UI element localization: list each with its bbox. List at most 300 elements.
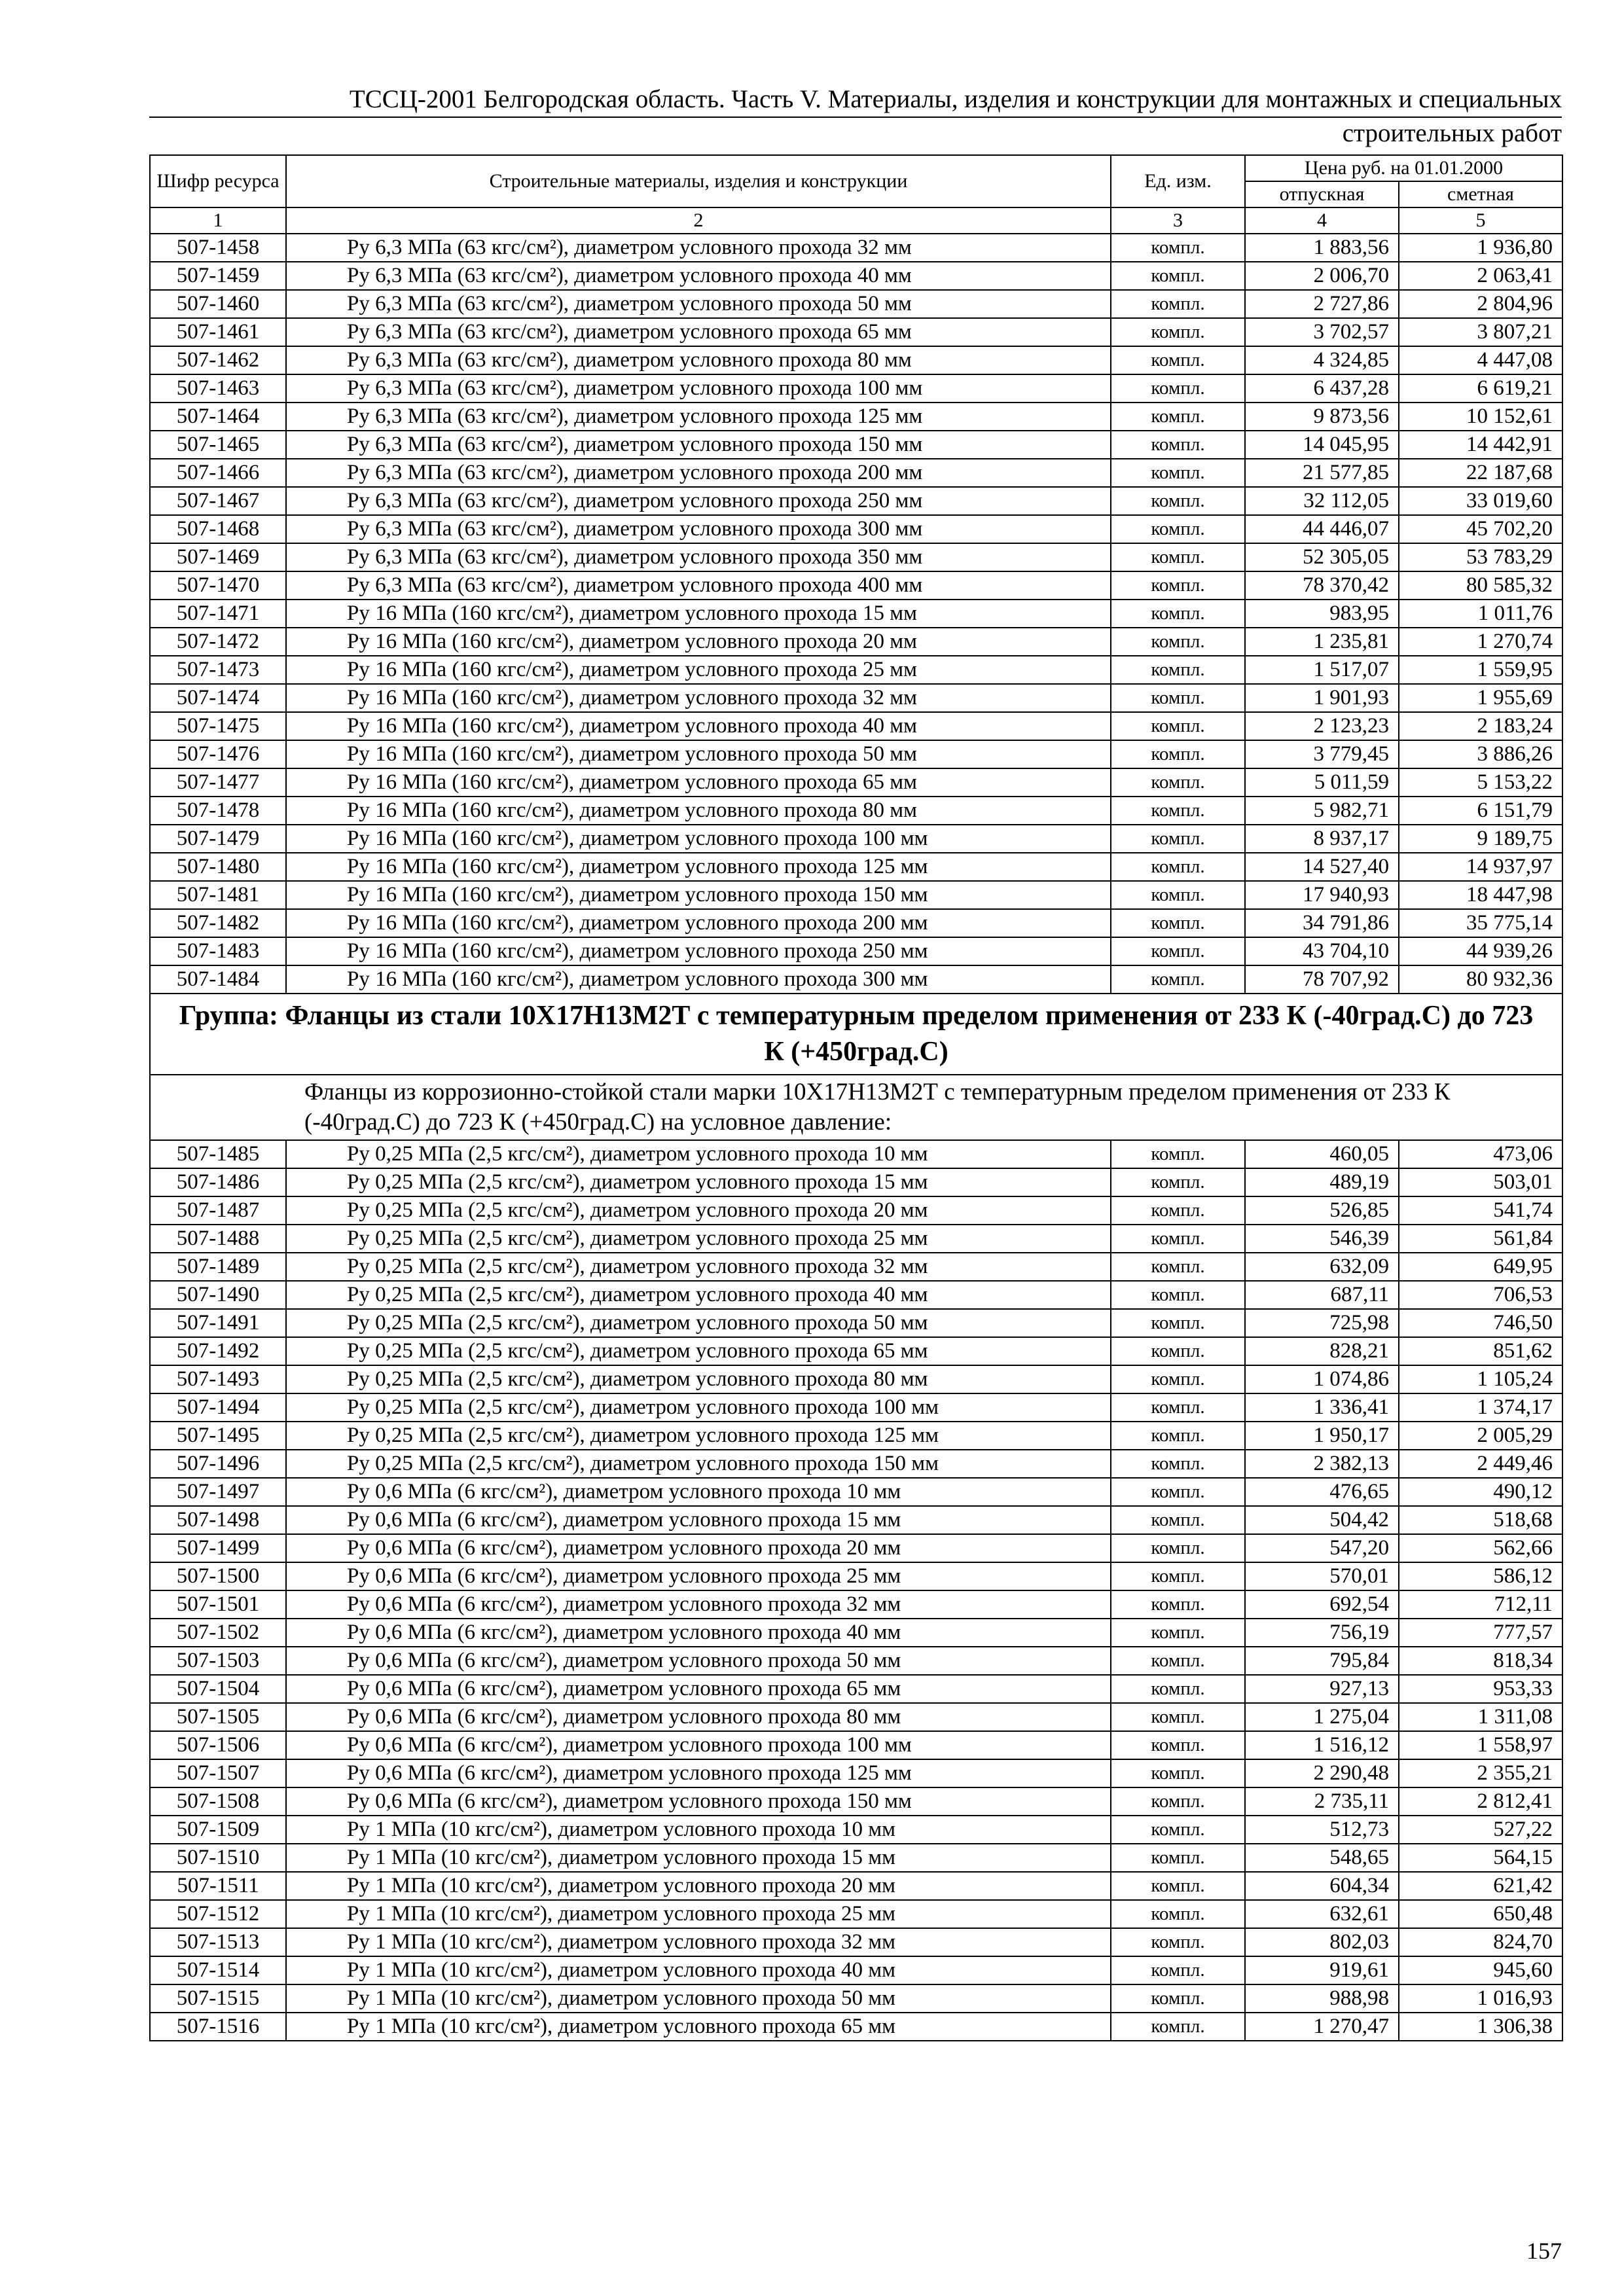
cell-estimate-price: 2 005,29: [1399, 1422, 1562, 1450]
cell-code: 507-1486: [150, 1168, 286, 1196]
cell-estimate-price: 621,42: [1399, 1872, 1562, 1900]
cell-unit: компл.: [1111, 1422, 1245, 1450]
table-row: [150, 1196, 1562, 1225]
cell-unit: компл.: [1111, 768, 1245, 797]
cell-release-price: 3 779,45: [1245, 740, 1399, 768]
cell-release-price: 1 883,56: [1245, 234, 1399, 262]
cell-name: Ру 1 МПа (10 кгс/см²), диаметром условного прохода 32 мм: [286, 1928, 1111, 1956]
cell-name: Ру 0,25 МПа (2,5 кгс/см²), диаметром условного прохода 65 мм: [286, 1337, 1111, 1365]
cell-name: Ру 0,6 МПа (6 кгс/см²), диаметром условного прохода 15 мм: [286, 1506, 1111, 1534]
col-header-price-group: Цена руб. на 01.01.2000: [1245, 155, 1562, 181]
cell-unit: компл.: [1111, 1984, 1245, 2013]
col-header-name: Строительные материалы, изделия и конструкции: [286, 155, 1111, 207]
table-row: [150, 1759, 1562, 1787]
cell-name: Ру 0,25 МПа (2,5 кгс/см²), диаметром условного прохода 50 мм: [286, 1309, 1111, 1337]
cell-code: 507-1504: [150, 1675, 286, 1703]
cell-estimate-price: 1 936,80: [1399, 234, 1562, 262]
table-row: [150, 1816, 1562, 1844]
cell-release-price: 547,20: [1245, 1534, 1399, 1562]
cell-release-price: 1 235,81: [1245, 628, 1399, 656]
cell-unit: компл.: [1111, 1168, 1245, 1196]
cell-estimate-price: 527,22: [1399, 1816, 1562, 1844]
table-row: [150, 1900, 1562, 1928]
cell-name: Ру 0,25 МПа (2,5 кгс/см²), диаметром условного прохода 125 мм: [286, 1422, 1111, 1450]
cell-unit: компл.: [1111, 1956, 1245, 1984]
cell-name: Ру 16 МПа (160 кгс/см²), диаметром условного прохода 125 мм: [286, 853, 1111, 881]
cell-estimate-price: 1 306,38: [1399, 2013, 1562, 2041]
cell-unit: компл.: [1111, 1900, 1245, 1928]
cell-unit: компл.: [1111, 431, 1245, 459]
table-row: [150, 1928, 1562, 1956]
cell-code: 507-1512: [150, 1900, 286, 1928]
cell-code: 507-1462: [150, 346, 286, 374]
cell-estimate-price: 1 105,24: [1399, 1365, 1562, 1393]
cell-code: 507-1509: [150, 1816, 286, 1844]
table-row: [150, 965, 1562, 994]
cell-code: 507-1497: [150, 1478, 286, 1506]
cell-name: Ру 6,3 МПа (63 кгс/см²), диаметром условного прохода 150 мм: [286, 431, 1111, 459]
cell-estimate-price: 3 886,26: [1399, 740, 1562, 768]
cell-estimate-price: 2 812,41: [1399, 1787, 1562, 1816]
cell-code: 507-1467: [150, 487, 286, 515]
table-row: [150, 487, 1562, 515]
table-row: [150, 768, 1562, 797]
cell-release-price: 21 577,85: [1245, 459, 1399, 487]
cell-release-price: 2 006,70: [1245, 262, 1399, 290]
cell-code: 507-1489: [150, 1253, 286, 1281]
cell-code: 507-1481: [150, 881, 286, 909]
cell-estimate-price: 824,70: [1399, 1928, 1562, 1956]
cell-code: 507-1483: [150, 937, 286, 965]
cell-code: 507-1480: [150, 853, 286, 881]
column-numbers-row: [150, 207, 1562, 234]
cell-estimate-price: 6 151,79: [1399, 797, 1562, 825]
cell-estimate-price: 10 152,61: [1399, 403, 1562, 431]
cell-code: 507-1503: [150, 1647, 286, 1675]
table-row: [150, 346, 1562, 374]
table-row: [150, 937, 1562, 965]
table-row: [150, 1253, 1562, 1281]
subgroup-heading-row: [150, 1075, 1562, 1140]
cell-name: Ру 0,25 МПа (2,5 кгс/см²), диаметром условного прохода 40 мм: [286, 1281, 1111, 1309]
cell-name: Ру 6,3 МПа (63 кгс/см²), диаметром условного прохода 50 мм: [286, 290, 1111, 318]
cell-unit: компл.: [1111, 487, 1245, 515]
cell-code: 507-1496: [150, 1450, 286, 1478]
cell-code: 507-1487: [150, 1196, 286, 1225]
cell-unit: компл.: [1111, 1140, 1245, 1168]
table-row: [150, 628, 1562, 656]
cell-name: Ру 0,6 МПа (6 кгс/см²), диаметром условного прохода 10 мм: [286, 1478, 1111, 1506]
cell-unit: компл.: [1111, 543, 1245, 571]
cell-release-price: 489,19: [1245, 1168, 1399, 1196]
cell-estimate-price: 586,12: [1399, 1562, 1562, 1590]
cell-code: 507-1465: [150, 431, 286, 459]
cell-name: Ру 6,3 МПа (63 кгс/см²), диаметром условного прохода 300 мм: [286, 515, 1111, 543]
table-row: [150, 234, 1562, 262]
cell-release-price: 725,98: [1245, 1309, 1399, 1337]
table-row: [150, 712, 1562, 740]
cell-unit: компл.: [1111, 1337, 1245, 1365]
cell-release-price: 1 901,93: [1245, 684, 1399, 712]
cell-unit: компл.: [1111, 1703, 1245, 1731]
cell-unit: компл.: [1111, 290, 1245, 318]
cell-release-price: 512,73: [1245, 1816, 1399, 1844]
cell-estimate-price: 706,53: [1399, 1281, 1562, 1309]
cell-code: 507-1478: [150, 797, 286, 825]
cell-release-price: 632,09: [1245, 1253, 1399, 1281]
cell-code: 507-1479: [150, 825, 286, 853]
table-row: [150, 684, 1562, 712]
cell-name: Ру 16 МПа (160 кгс/см²), диаметром условного прохода 15 мм: [286, 600, 1111, 628]
cell-unit: компл.: [1111, 825, 1245, 853]
cell-release-price: 1 275,04: [1245, 1703, 1399, 1731]
table-row: [150, 459, 1562, 487]
header-title-line2: строительных работ: [1342, 119, 1562, 147]
cell-estimate-price: 44 939,26: [1399, 937, 1562, 965]
cell-code: 507-1510: [150, 1844, 286, 1872]
cell-code: 507-1473: [150, 656, 286, 684]
header-title-line1: ТССЦ-2001 Белгородская область. Часть V. Материалы, изделия и конструкции для монтажных и специальных: [349, 85, 1562, 113]
table-row: [150, 1731, 1562, 1759]
cell-estimate-price: 45 702,20: [1399, 515, 1562, 543]
cell-release-price: 1 270,47: [1245, 2013, 1399, 2041]
table-row: [150, 431, 1562, 459]
cell-name: Ру 6,3 МПа (63 кгс/см²), диаметром условного прохода 32 мм: [286, 234, 1111, 262]
cell-release-price: 548,65: [1245, 1844, 1399, 1872]
cell-code: 507-1508: [150, 1787, 286, 1816]
table-row: [150, 1675, 1562, 1703]
table-row: [150, 656, 1562, 684]
cell-name: Ру 0,6 МПа (6 кгс/см²), диаметром условного прохода 65 мм: [286, 1675, 1111, 1703]
cell-estimate-price: 80 585,32: [1399, 571, 1562, 600]
cell-unit: компл.: [1111, 881, 1245, 909]
cell-unit: компл.: [1111, 515, 1245, 543]
cell-estimate-price: 503,01: [1399, 1168, 1562, 1196]
cell-estimate-price: 1 559,95: [1399, 656, 1562, 684]
cell-name: Ру 6,3 МПа (63 кгс/см²), диаметром условного прохода 125 мм: [286, 403, 1111, 431]
cell-unit: компл.: [1111, 1872, 1245, 1900]
cell-unit: компл.: [1111, 1365, 1245, 1393]
cell-code: 507-1500: [150, 1562, 286, 1590]
cell-release-price: 988,98: [1245, 1984, 1399, 2013]
cell-estimate-price: 1 374,17: [1399, 1393, 1562, 1422]
table-row: [150, 1506, 1562, 1534]
cell-name: Ру 0,6 МПа (6 кгс/см²), диаметром условного прохода 125 мм: [286, 1759, 1111, 1787]
table-row: [150, 1450, 1562, 1478]
cell-name: Ру 1 МПа (10 кгс/см²), диаметром условного прохода 20 мм: [286, 1872, 1111, 1900]
cell-name: Ру 16 МПа (160 кгс/см²), диаметром условного прохода 250 мм: [286, 937, 1111, 965]
cell-code: 507-1469: [150, 543, 286, 571]
cell-code: 507-1511: [150, 1872, 286, 1900]
table-row: [150, 262, 1562, 290]
cell-release-price: 476,65: [1245, 1478, 1399, 1506]
table-row: [150, 825, 1562, 853]
cell-release-price: 828,21: [1245, 1337, 1399, 1365]
table-row: [150, 1168, 1562, 1196]
cell-code: 507-1472: [150, 628, 286, 656]
cell-release-price: 9 873,56: [1245, 403, 1399, 431]
cell-unit: компл.: [1111, 628, 1245, 656]
col-number: 2: [286, 207, 1111, 234]
cell-release-price: 5 011,59: [1245, 768, 1399, 797]
cell-name: Ру 0,6 МПа (6 кгс/см²), диаметром условного прохода 32 мм: [286, 1590, 1111, 1619]
cell-release-price: 78 707,92: [1245, 965, 1399, 994]
cell-name: Ру 1 МПа (10 кгс/см²), диаметром условного прохода 15 мм: [286, 1844, 1111, 1872]
cell-name: Ру 6,3 МПа (63 кгс/см²), диаметром условного прохода 65 мм: [286, 318, 1111, 346]
table-row: [150, 1984, 1562, 2013]
cell-name: Ру 6,3 МПа (63 кгс/см²), диаметром условного прохода 40 мм: [286, 262, 1111, 290]
cell-estimate-price: 945,60: [1399, 1956, 1562, 1984]
cell-code: 507-1476: [150, 740, 286, 768]
cell-estimate-price: 22 187,68: [1399, 459, 1562, 487]
cell-release-price: 570,01: [1245, 1562, 1399, 1590]
table-row: [150, 1140, 1562, 1168]
cell-unit: компл.: [1111, 1225, 1245, 1253]
cell-code: 507-1475: [150, 712, 286, 740]
table-row: [150, 1590, 1562, 1619]
cell-code: 507-1492: [150, 1337, 286, 1365]
cell-release-price: 632,61: [1245, 1900, 1399, 1928]
cell-code: 507-1458: [150, 234, 286, 262]
cell-unit: компл.: [1111, 740, 1245, 768]
cell-unit: компл.: [1111, 1506, 1245, 1534]
cell-code: 507-1498: [150, 1506, 286, 1534]
cell-code: 507-1474: [150, 684, 286, 712]
cell-unit: компл.: [1111, 374, 1245, 403]
cell-name: Ру 16 МПа (160 кгс/см²), диаметром условного прохода 300 мм: [286, 965, 1111, 994]
cell-unit: компл.: [1111, 1759, 1245, 1787]
cell-code: 507-1506: [150, 1731, 286, 1759]
cell-code: 507-1461: [150, 318, 286, 346]
cell-code: 507-1490: [150, 1281, 286, 1309]
cell-release-price: 756,19: [1245, 1619, 1399, 1647]
cell-unit: компл.: [1111, 318, 1245, 346]
cell-name: Ру 1 МПа (10 кгс/см²), диаметром условного прохода 10 мм: [286, 1816, 1111, 1844]
cell-release-price: 8 937,17: [1245, 825, 1399, 853]
cell-unit: компл.: [1111, 909, 1245, 937]
cell-release-price: 504,42: [1245, 1506, 1399, 1534]
cell-name: Ру 0,6 МПа (6 кгс/см²), диаметром условного прохода 40 мм: [286, 1619, 1111, 1647]
cell-code: 507-1459: [150, 262, 286, 290]
cell-release-price: 2 727,86: [1245, 290, 1399, 318]
cell-code: 507-1485: [150, 1140, 286, 1168]
cell-unit: компл.: [1111, 1590, 1245, 1619]
table-row: [150, 1703, 1562, 1731]
cell-name: Ру 0,25 МПа (2,5 кгс/см²), диаметром условного прохода 20 мм: [286, 1196, 1111, 1225]
cell-code: 507-1513: [150, 1928, 286, 1956]
cell-release-price: 1 074,86: [1245, 1365, 1399, 1393]
cell-release-price: 44 446,07: [1245, 515, 1399, 543]
cell-estimate-price: 851,62: [1399, 1337, 1562, 1365]
cell-release-price: 78 370,42: [1245, 571, 1399, 600]
cell-unit: компл.: [1111, 459, 1245, 487]
cell-name: Ру 0,25 МПа (2,5 кгс/см²), диаметром условного прохода 80 мм: [286, 1365, 1111, 1393]
cell-release-price: 52 305,05: [1245, 543, 1399, 571]
cell-name: Ру 16 МПа (160 кгс/см²), диаметром условного прохода 20 мм: [286, 628, 1111, 656]
group-title: Группа: Фланцы из стали 10Х17Н13М2Т с температурным пределом применения от 233 К (-40град.С) до 723 К (+450град.С): [150, 994, 1562, 1075]
cell-estimate-price: 777,57: [1399, 1619, 1562, 1647]
cell-release-price: 460,05: [1245, 1140, 1399, 1168]
cell-release-price: 43 704,10: [1245, 937, 1399, 965]
cell-code: 507-1494: [150, 1393, 286, 1422]
table-row: [150, 1225, 1562, 1253]
cell-release-price: 2 290,48: [1245, 1759, 1399, 1787]
cell-code: 507-1464: [150, 403, 286, 431]
table-row: [150, 1281, 1562, 1309]
col-header-release-price: отпускная: [1245, 181, 1399, 207]
cell-unit: компл.: [1111, 1787, 1245, 1816]
cell-unit: компл.: [1111, 656, 1245, 684]
table-row: [150, 1365, 1562, 1393]
col-number: 4: [1245, 207, 1399, 234]
cell-name: Ру 6,3 МПа (63 кгс/см²), диаметром условного прохода 100 мм: [286, 374, 1111, 403]
cell-release-price: 34 791,86: [1245, 909, 1399, 937]
cell-code: 507-1477: [150, 768, 286, 797]
cell-estimate-price: 2 355,21: [1399, 1759, 1562, 1787]
cell-unit: компл.: [1111, 600, 1245, 628]
cell-estimate-price: 33 019,60: [1399, 487, 1562, 515]
table-row: [150, 881, 1562, 909]
cell-estimate-price: 746,50: [1399, 1309, 1562, 1337]
cell-name: Ру 16 МПа (160 кгс/см²), диаметром условного прохода 32 мм: [286, 684, 1111, 712]
cell-unit: компл.: [1111, 937, 1245, 965]
cell-estimate-price: 649,95: [1399, 1253, 1562, 1281]
table-row: [150, 2013, 1562, 2041]
cell-unit: компл.: [1111, 1562, 1245, 1590]
cell-release-price: 5 982,71: [1245, 797, 1399, 825]
table-row: [150, 1337, 1562, 1365]
table-row: [150, 740, 1562, 768]
cell-estimate-price: 1 016,93: [1399, 1984, 1562, 2013]
cell-unit: компл.: [1111, 1844, 1245, 1872]
cell-name: Ру 0,25 МПа (2,5 кгс/см²), диаметром условного прохода 15 мм: [286, 1168, 1111, 1196]
cell-name: Ру 16 МПа (160 кгс/см²), диаметром условного прохода 100 мм: [286, 825, 1111, 853]
running-header: [149, 84, 1562, 149]
cell-name: Ру 16 МПа (160 кгс/см²), диаметром условного прохода 150 мм: [286, 881, 1111, 909]
table-row: [150, 403, 1562, 431]
cell-name: Ру 1 МПа (10 кгс/см²), диаметром условного прохода 40 мм: [286, 1956, 1111, 1984]
cell-name: Ру 0,25 МПа (2,5 кгс/см²), диаметром условного прохода 25 мм: [286, 1225, 1111, 1253]
cell-name: Ру 16 МПа (160 кгс/см²), диаметром условного прохода 25 мм: [286, 656, 1111, 684]
cell-release-price: 795,84: [1245, 1647, 1399, 1675]
col-header-estimate-price: сметная: [1399, 181, 1562, 207]
cell-name: Ру 0,25 МПа (2,5 кгс/см²), диаметром условного прохода 32 мм: [286, 1253, 1111, 1281]
cell-code: 507-1484: [150, 965, 286, 994]
cell-code: 507-1516: [150, 2013, 286, 2041]
col-number: 5: [1399, 207, 1562, 234]
cell-release-price: 1 336,41: [1245, 1393, 1399, 1422]
subgroup-title: Фланцы из коррозионно-стойкой стали марки 10Х17Н13М2Т с температурным пределом применения от 233 К (-40град.С) до 723 К (+450град.С) на условное давление:: [150, 1075, 1562, 1140]
table-row: [150, 1309, 1562, 1337]
cell-name: Ру 6,3 МПа (63 кгс/см²), диаметром условного прохода 250 мм: [286, 487, 1111, 515]
cell-estimate-price: 518,68: [1399, 1506, 1562, 1534]
cell-estimate-price: 4 447,08: [1399, 346, 1562, 374]
cell-code: 507-1470: [150, 571, 286, 600]
cell-unit: компл.: [1111, 403, 1245, 431]
cell-code: 507-1499: [150, 1534, 286, 1562]
cell-code: 507-1502: [150, 1619, 286, 1647]
cell-estimate-price: 35 775,14: [1399, 909, 1562, 937]
table-row: [150, 543, 1562, 571]
cell-name: Ру 0,6 МПа (6 кгс/см²), диаметром условного прохода 20 мм: [286, 1534, 1111, 1562]
cell-estimate-price: 564,15: [1399, 1844, 1562, 1872]
page-number: 157: [1526, 2238, 1562, 2264]
cell-release-price: 927,13: [1245, 1675, 1399, 1703]
cell-code: 507-1488: [150, 1225, 286, 1253]
cell-name: Ру 16 МПа (160 кгс/см²), диаметром условного прохода 65 мм: [286, 768, 1111, 797]
cell-name: Ру 0,6 МПа (6 кгс/см²), диаметром условного прохода 150 мм: [286, 1787, 1111, 1816]
cell-unit: компл.: [1111, 1675, 1245, 1703]
cell-name: Ру 0,25 МПа (2,5 кгс/см²), диаметром условного прохода 150 мм: [286, 1450, 1111, 1478]
cell-estimate-price: 2 449,46: [1399, 1450, 1562, 1478]
cell-unit: компл.: [1111, 1928, 1245, 1956]
col-header-code: Шифр ресурса: [150, 155, 286, 207]
cell-estimate-price: 561,84: [1399, 1225, 1562, 1253]
cell-unit: компл.: [1111, 1253, 1245, 1281]
table-row: [150, 1478, 1562, 1506]
cell-name: Ру 0,6 МПа (6 кгс/см²), диаметром условного прохода 80 мм: [286, 1703, 1111, 1731]
cell-estimate-price: 14 937,97: [1399, 853, 1562, 881]
cell-unit: компл.: [1111, 1816, 1245, 1844]
cell-code: 507-1460: [150, 290, 286, 318]
cell-estimate-price: 80 932,36: [1399, 965, 1562, 994]
cell-release-price: 32 112,05: [1245, 487, 1399, 515]
cell-code: 507-1507: [150, 1759, 286, 1787]
table-row: [150, 1619, 1562, 1647]
cell-release-price: 687,11: [1245, 1281, 1399, 1309]
cell-name: Ру 0,6 МПа (6 кгс/см²), диаметром условного прохода 100 мм: [286, 1731, 1111, 1759]
cell-estimate-price: 1 955,69: [1399, 684, 1562, 712]
cell-estimate-price: 9 189,75: [1399, 825, 1562, 853]
cell-estimate-price: 712,11: [1399, 1590, 1562, 1619]
table-row: [150, 1647, 1562, 1675]
cell-code: 507-1471: [150, 600, 286, 628]
cell-release-price: 546,39: [1245, 1225, 1399, 1253]
cell-estimate-price: 5 153,22: [1399, 768, 1562, 797]
cell-code: 507-1482: [150, 909, 286, 937]
cell-release-price: 1 950,17: [1245, 1422, 1399, 1450]
cell-unit: компл.: [1111, 1731, 1245, 1759]
cell-estimate-price: 1 311,08: [1399, 1703, 1562, 1731]
table-row: [150, 853, 1562, 881]
cell-estimate-price: 3 807,21: [1399, 318, 1562, 346]
cell-name: Ру 0,6 МПа (6 кгс/см²), диаметром условного прохода 25 мм: [286, 1562, 1111, 1590]
cell-unit: компл.: [1111, 346, 1245, 374]
cell-release-price: 526,85: [1245, 1196, 1399, 1225]
table-row: [150, 1562, 1562, 1590]
table-row: [150, 797, 1562, 825]
cell-unit: компл.: [1111, 1619, 1245, 1647]
cell-estimate-price: 1 270,74: [1399, 628, 1562, 656]
cell-name: Ру 0,25 МПа (2,5 кгс/см²), диаметром условного прохода 10 мм: [286, 1140, 1111, 1168]
cell-estimate-price: 953,33: [1399, 1675, 1562, 1703]
cell-name: Ру 6,3 МПа (63 кгс/см²), диаметром условного прохода 350 мм: [286, 543, 1111, 571]
cell-code: 507-1466: [150, 459, 286, 487]
cell-release-price: 4 324,85: [1245, 346, 1399, 374]
group-heading-row: [150, 994, 1562, 1075]
table-header-row: [150, 155, 1562, 181]
cell-code: 507-1514: [150, 1956, 286, 1984]
cell-estimate-price: 818,34: [1399, 1647, 1562, 1675]
cell-estimate-price: 2 804,96: [1399, 290, 1562, 318]
cell-release-price: 2 123,23: [1245, 712, 1399, 740]
cell-release-price: 6 437,28: [1245, 374, 1399, 403]
table-row: [150, 600, 1562, 628]
cell-estimate-price: 14 442,91: [1399, 431, 1562, 459]
cell-name: Ру 1 МПа (10 кгс/см²), диаметром условного прохода 50 мм: [286, 1984, 1111, 2013]
table-row: [150, 318, 1562, 346]
cell-unit: компл.: [1111, 965, 1245, 994]
